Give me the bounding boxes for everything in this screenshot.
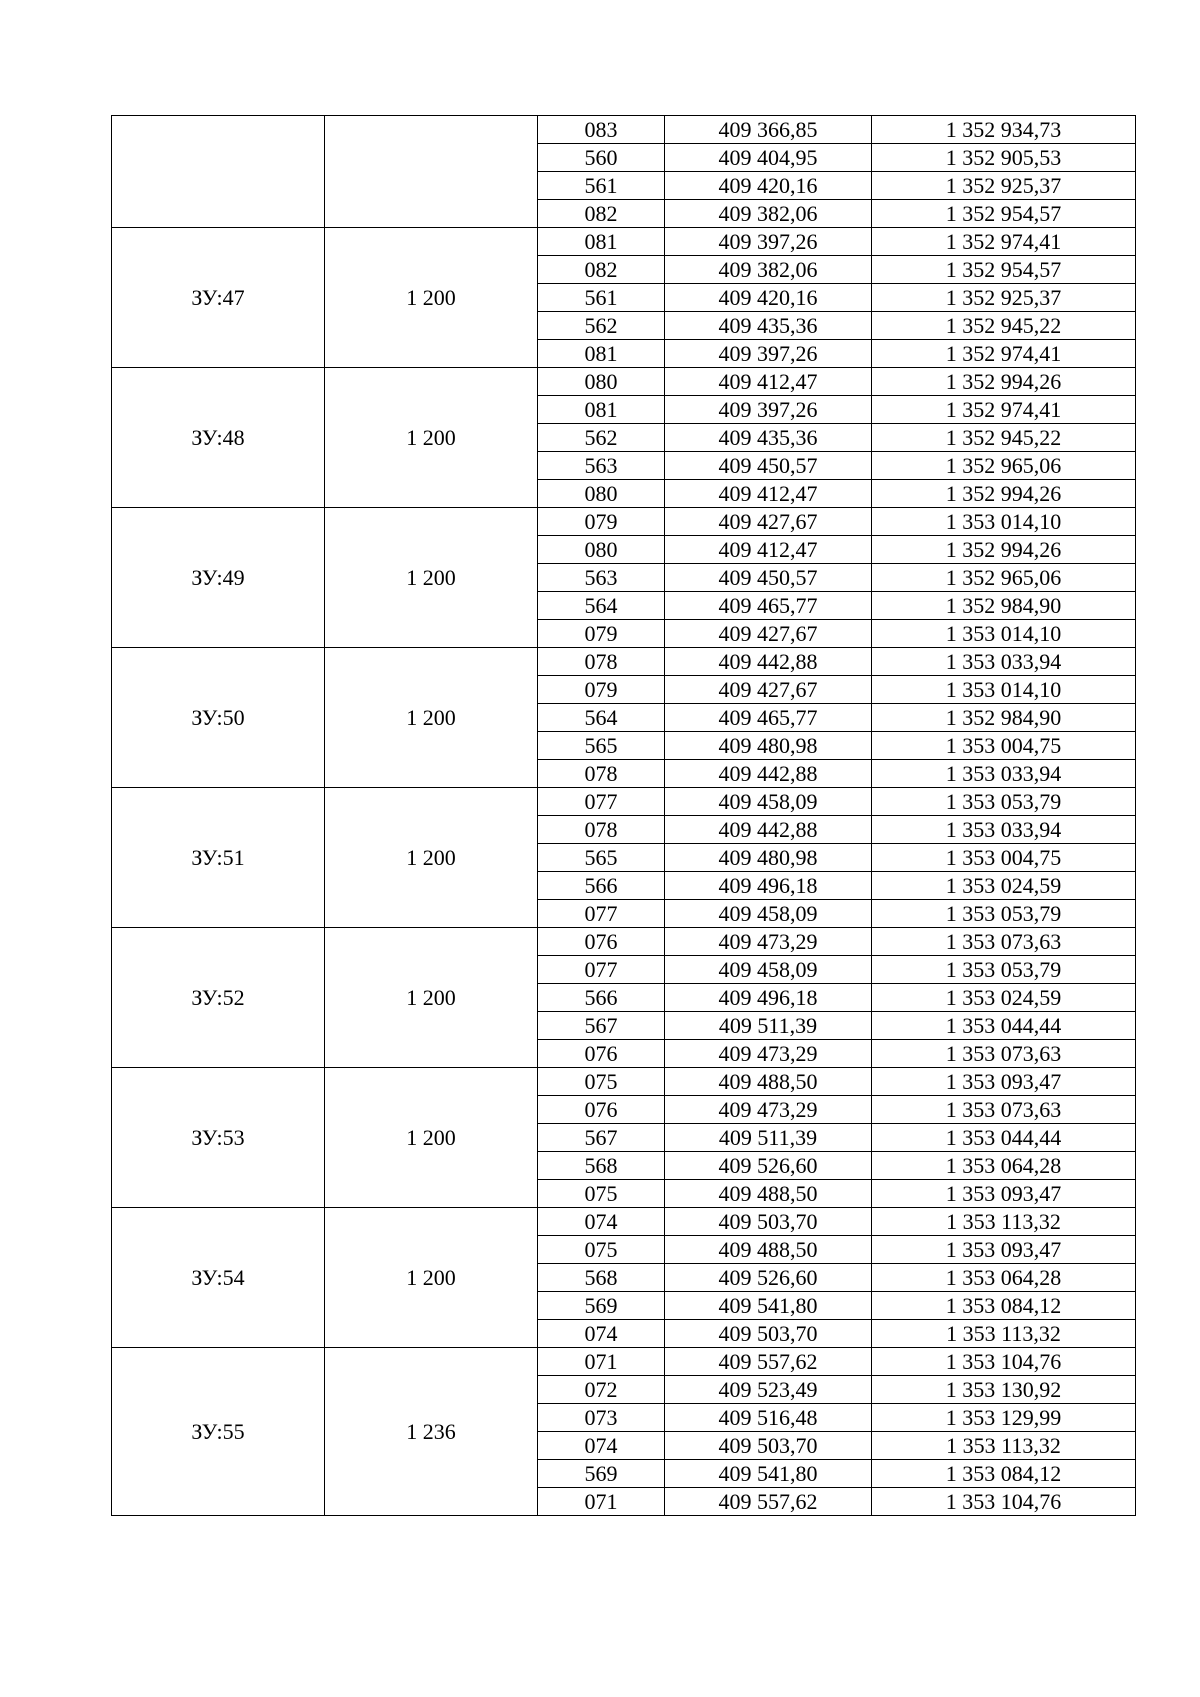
table-row	[112, 788, 1136, 816]
parcel-id-cell: ЗУ:52	[112, 928, 325, 1068]
parcel-area-cell: 1 200	[325, 1208, 538, 1348]
table-row	[112, 368, 1136, 396]
y-cell: 1 353 104,76	[872, 1348, 1136, 1376]
y-cell: 1 353 014,10	[872, 620, 1136, 648]
y-cell: 1 353 024,59	[872, 872, 1136, 900]
x-cell: 409 557,62	[665, 1348, 872, 1376]
y-cell: 1 353 053,79	[872, 900, 1136, 928]
point-cell: 078	[538, 816, 665, 844]
y-cell: 1 352 984,90	[872, 704, 1136, 732]
y-cell: 1 352 965,06	[872, 564, 1136, 592]
point-cell: 080	[538, 480, 665, 508]
x-cell: 409 420,16	[665, 284, 872, 312]
parcel-id-cell: ЗУ:54	[112, 1208, 325, 1348]
point-cell: 075	[538, 1180, 665, 1208]
point-cell: 565	[538, 732, 665, 760]
point-cell: 075	[538, 1068, 665, 1096]
point-cell: 562	[538, 312, 665, 340]
y-cell: 1 353 093,47	[872, 1236, 1136, 1264]
y-cell: 1 352 934,73	[872, 116, 1136, 144]
point-cell: 071	[538, 1348, 665, 1376]
y-cell: 1 353 044,44	[872, 1124, 1136, 1152]
y-cell: 1 352 954,57	[872, 256, 1136, 284]
point-cell: 071	[538, 1488, 665, 1516]
point-cell: 567	[538, 1124, 665, 1152]
x-cell: 409 397,26	[665, 396, 872, 424]
point-cell: 075	[538, 1236, 665, 1264]
point-cell: 078	[538, 760, 665, 788]
point-cell: 074	[538, 1432, 665, 1460]
x-cell: 409 404,95	[665, 144, 872, 172]
x-cell: 409 442,88	[665, 648, 872, 676]
point-cell: 567	[538, 1012, 665, 1040]
y-cell: 1 353 004,75	[872, 844, 1136, 872]
y-cell: 1 353 113,32	[872, 1432, 1136, 1460]
parcel-area-cell	[325, 116, 538, 228]
x-cell: 409 523,49	[665, 1376, 872, 1404]
y-cell: 1 353 073,63	[872, 1040, 1136, 1068]
point-cell: 073	[538, 1404, 665, 1432]
y-cell: 1 352 965,06	[872, 452, 1136, 480]
y-cell: 1 353 064,28	[872, 1152, 1136, 1180]
point-cell: 083	[538, 116, 665, 144]
y-cell: 1 352 945,22	[872, 312, 1136, 340]
y-cell: 1 353 130,92	[872, 1376, 1136, 1404]
x-cell: 409 458,09	[665, 956, 872, 984]
table-row	[112, 228, 1136, 256]
x-cell: 409 427,67	[665, 508, 872, 536]
x-cell: 409 516,48	[665, 1404, 872, 1432]
y-cell: 1 352 974,41	[872, 340, 1136, 368]
x-cell: 409 488,50	[665, 1068, 872, 1096]
x-cell: 409 473,29	[665, 928, 872, 956]
y-cell: 1 352 925,37	[872, 284, 1136, 312]
parcel-area-cell: 1 236	[325, 1348, 538, 1516]
y-cell: 1 353 004,75	[872, 732, 1136, 760]
y-cell: 1 352 905,53	[872, 144, 1136, 172]
parcel-id-cell: ЗУ:47	[112, 228, 325, 368]
point-cell: 080	[538, 368, 665, 396]
point-cell: 566	[538, 872, 665, 900]
point-cell: 076	[538, 1040, 665, 1068]
point-cell: 080	[538, 536, 665, 564]
y-cell: 1 353 053,79	[872, 956, 1136, 984]
parcel-area-cell: 1 200	[325, 788, 538, 928]
y-cell: 1 352 925,37	[872, 172, 1136, 200]
point-cell: 079	[538, 676, 665, 704]
point-cell: 563	[538, 452, 665, 480]
parcel-id-cell: ЗУ:48	[112, 368, 325, 508]
point-cell: 074	[538, 1320, 665, 1348]
point-cell: 077	[538, 956, 665, 984]
x-cell: 409 366,85	[665, 116, 872, 144]
point-cell: 077	[538, 900, 665, 928]
x-cell: 409 526,60	[665, 1264, 872, 1292]
x-cell: 409 541,80	[665, 1292, 872, 1320]
x-cell: 409 511,39	[665, 1012, 872, 1040]
table-row	[112, 648, 1136, 676]
x-cell: 409 503,70	[665, 1432, 872, 1460]
point-cell: 564	[538, 704, 665, 732]
point-cell: 072	[538, 1376, 665, 1404]
y-cell: 1 353 014,10	[872, 676, 1136, 704]
point-cell: 560	[538, 144, 665, 172]
x-cell: 409 473,29	[665, 1040, 872, 1068]
point-cell: 082	[538, 256, 665, 284]
y-cell: 1 353 073,63	[872, 928, 1136, 956]
y-cell: 1 353 044,44	[872, 1012, 1136, 1040]
parcel-area-cell: 1 200	[325, 928, 538, 1068]
x-cell: 409 420,16	[665, 172, 872, 200]
point-cell: 569	[538, 1460, 665, 1488]
x-cell: 409 496,18	[665, 984, 872, 1012]
point-cell: 561	[538, 284, 665, 312]
x-cell: 409 412,47	[665, 368, 872, 396]
x-cell: 409 397,26	[665, 228, 872, 256]
y-cell: 1 352 954,57	[872, 200, 1136, 228]
y-cell: 1 353 064,28	[872, 1264, 1136, 1292]
point-cell: 074	[538, 1208, 665, 1236]
y-cell: 1 352 994,26	[872, 480, 1136, 508]
coordinates-table	[111, 115, 1136, 1516]
x-cell: 409 427,67	[665, 676, 872, 704]
parcel-id-cell: ЗУ:50	[112, 648, 325, 788]
y-cell: 1 352 974,41	[872, 396, 1136, 424]
point-cell: 076	[538, 1096, 665, 1124]
table-row	[112, 1208, 1136, 1236]
table-row	[112, 508, 1136, 536]
x-cell: 409 458,09	[665, 900, 872, 928]
y-cell: 1 353 014,10	[872, 508, 1136, 536]
y-cell: 1 352 994,26	[872, 368, 1136, 396]
point-cell: 078	[538, 648, 665, 676]
x-cell: 409 435,36	[665, 312, 872, 340]
y-cell: 1 353 073,63	[872, 1096, 1136, 1124]
x-cell: 409 412,47	[665, 536, 872, 564]
x-cell: 409 526,60	[665, 1152, 872, 1180]
point-cell: 561	[538, 172, 665, 200]
point-cell: 568	[538, 1152, 665, 1180]
y-cell: 1 352 974,41	[872, 228, 1136, 256]
parcel-id-cell: ЗУ:53	[112, 1068, 325, 1208]
parcel-area-cell: 1 200	[325, 228, 538, 368]
x-cell: 409 382,06	[665, 256, 872, 284]
x-cell: 409 503,70	[665, 1320, 872, 1348]
y-cell: 1 353 024,59	[872, 984, 1136, 1012]
x-cell: 409 450,57	[665, 564, 872, 592]
y-cell: 1 353 104,76	[872, 1488, 1136, 1516]
point-cell: 565	[538, 844, 665, 872]
table-row	[112, 116, 1136, 144]
x-cell: 409 557,62	[665, 1488, 872, 1516]
x-cell: 409 465,77	[665, 592, 872, 620]
parcel-id-cell: ЗУ:49	[112, 508, 325, 648]
point-cell: 566	[538, 984, 665, 1012]
x-cell: 409 442,88	[665, 760, 872, 788]
coordinates-table-body	[112, 116, 1136, 1516]
parcel-id-cell: ЗУ:55	[112, 1348, 325, 1516]
point-cell: 081	[538, 228, 665, 256]
y-cell: 1 353 084,12	[872, 1460, 1136, 1488]
y-cell: 1 353 084,12	[872, 1292, 1136, 1320]
parcel-area-cell: 1 200	[325, 508, 538, 648]
x-cell: 409 480,98	[665, 844, 872, 872]
x-cell: 409 480,98	[665, 732, 872, 760]
point-cell: 079	[538, 620, 665, 648]
point-cell: 077	[538, 788, 665, 816]
x-cell: 409 465,77	[665, 704, 872, 732]
parcel-area-cell: 1 200	[325, 1068, 538, 1208]
point-cell: 079	[538, 508, 665, 536]
point-cell: 081	[538, 396, 665, 424]
point-cell: 564	[538, 592, 665, 620]
y-cell: 1 352 945,22	[872, 424, 1136, 452]
parcel-area-cell: 1 200	[325, 648, 538, 788]
y-cell: 1 353 033,94	[872, 648, 1136, 676]
y-cell: 1 353 113,32	[872, 1208, 1136, 1236]
x-cell: 409 488,50	[665, 1180, 872, 1208]
table-row	[112, 1348, 1136, 1376]
x-cell: 409 450,57	[665, 452, 872, 480]
point-cell: 076	[538, 928, 665, 956]
x-cell: 409 397,26	[665, 340, 872, 368]
x-cell: 409 427,67	[665, 620, 872, 648]
x-cell: 409 503,70	[665, 1208, 872, 1236]
y-cell: 1 353 033,94	[872, 816, 1136, 844]
x-cell: 409 473,29	[665, 1096, 872, 1124]
y-cell: 1 353 093,47	[872, 1180, 1136, 1208]
y-cell: 1 353 113,32	[872, 1320, 1136, 1348]
x-cell: 409 435,36	[665, 424, 872, 452]
x-cell: 409 458,09	[665, 788, 872, 816]
table-row	[112, 928, 1136, 956]
x-cell: 409 496,18	[665, 872, 872, 900]
x-cell: 409 382,06	[665, 200, 872, 228]
point-cell: 562	[538, 424, 665, 452]
table-row	[112, 1068, 1136, 1096]
x-cell: 409 442,88	[665, 816, 872, 844]
point-cell: 081	[538, 340, 665, 368]
parcel-id-cell	[112, 116, 325, 228]
y-cell: 1 353 053,79	[872, 788, 1136, 816]
point-cell: 563	[538, 564, 665, 592]
y-cell: 1 353 093,47	[872, 1068, 1136, 1096]
parcel-id-cell: ЗУ:51	[112, 788, 325, 928]
y-cell: 1 352 994,26	[872, 536, 1136, 564]
y-cell: 1 353 033,94	[872, 760, 1136, 788]
parcel-area-cell: 1 200	[325, 368, 538, 508]
x-cell: 409 511,39	[665, 1124, 872, 1152]
point-cell: 569	[538, 1292, 665, 1320]
point-cell: 568	[538, 1264, 665, 1292]
x-cell: 409 488,50	[665, 1236, 872, 1264]
x-cell: 409 412,47	[665, 480, 872, 508]
x-cell: 409 541,80	[665, 1460, 872, 1488]
y-cell: 1 352 984,90	[872, 592, 1136, 620]
point-cell: 082	[538, 200, 665, 228]
y-cell: 1 353 129,99	[872, 1404, 1136, 1432]
